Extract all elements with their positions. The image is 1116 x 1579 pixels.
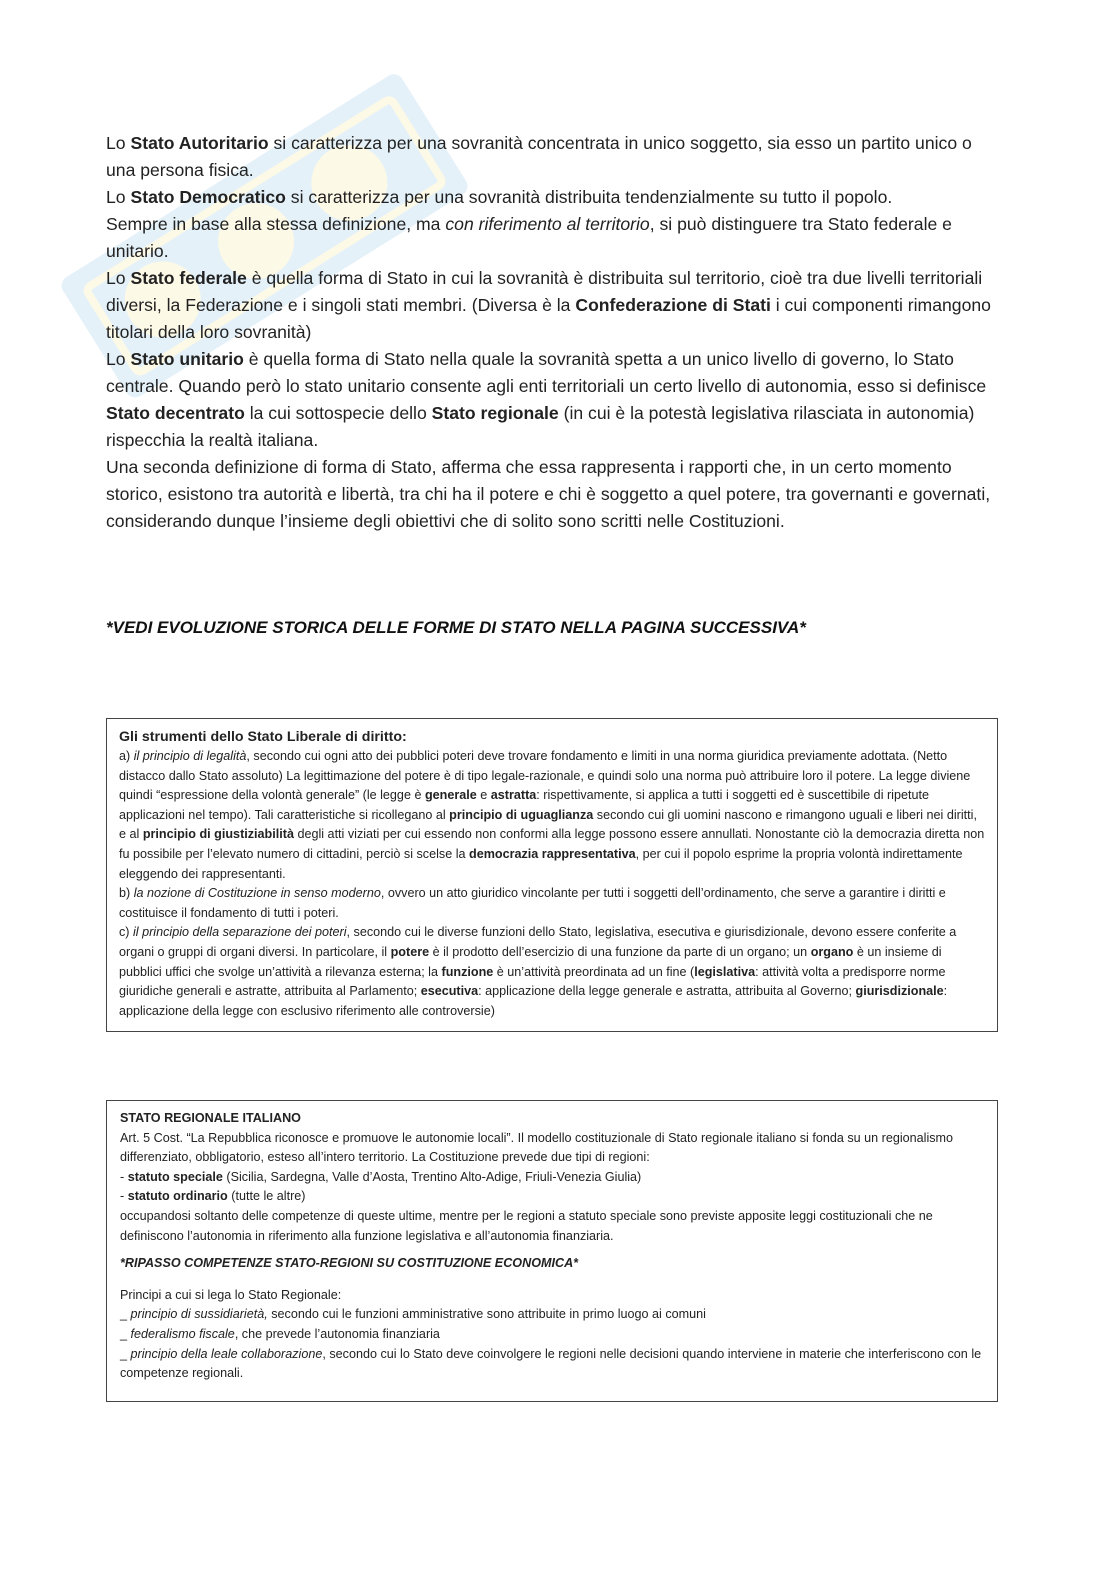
paragraph-stato-federale: Lo Stato federale è quella forma di Stato in cui la sovranità è distribuita sul territorio, cioè tra due livelli territoriali diversi, la Federazione e i singoli stati membri. (Diversa è la Confederazione di Stati i cui componenti rimangono titolari della loro sovranità) xyxy=(106,268,991,342)
box-stato-liberale xyxy=(106,718,998,1032)
main-text xyxy=(106,130,1006,535)
box-stato-regionale-principi: Principi a cui si lega lo Stato Regionale: xyxy=(120,1287,342,1302)
box-stato-regionale-ripasso: *RIPASSO COMPETENZE STATO-REGIONI SU COSTITUZIONE ECONOMICA* xyxy=(120,1256,579,1271)
box-stato-regionale-occupandosi: occupandosi soltanto delle competenze di queste ultime, mentre per le regioni a statuto speciale sono previste apposite leggi costituzionali che ne definiscono l’autonomia in riferimento alla funzione legislativa e all’autonomia finanziaria. xyxy=(120,1208,933,1243)
box-stato-regionale xyxy=(106,1100,998,1402)
box-stato-regionale-title: STATO REGIONALE ITALIANO xyxy=(120,1111,301,1125)
box-stato-liberale-title: Gli strumenti dello Stato Liberale di diritto: xyxy=(119,729,407,745)
callout-evoluzione: *VEDI EVOLUZIONE STORICA DELLE FORME DI STATO NELLA PAGINA SUCCESSIVA* xyxy=(106,618,806,637)
box-stato-regionale-art5: Art. 5 Cost. “La Repubblica riconosce e promuove le autonomie locali”. Il modello costituzionale di Stato regionale italiano si fonda su un regionalismo differenziato, obbligatorio, esteso all’intero territorio. La Costituzione prevede due tipi di regioni: xyxy=(120,1130,954,1165)
box-stato-liberale-item-a: a) il principio di legalità, secondo cui ogni atto dei pubblici poteri deve trovare fondamento e limiti in una norma giuridica previamente adottata. (Netto distacco dallo Stato assoluto) La legittimazione del potere è di tipo legale-razionale, e quindi solo una norma può attribuire loro il potere. La legge diviene quindi “espressione della volontà generale” (le legge è generale e astratta: rispettivamente, si applica a tutti i soggetti ed è suscettibile di ripetute applicazioni nel tempo). Tali caratteristiche si ricollegano al principio di uguaglianza secondo cui gli uomini nascono e rimangono uguali e liberi nei diritti, e al principio di giustiziabilità degli atti viziati per cui essendo non conformi alla legge possono essere annullati. Nonostante ciò la democrazia diretta non fu possibile per l’elevato numero di cittadini, perciò si scelse la democrazia rappresentativa, per cui il popolo esprime la propria volontà indirettamente eleggendo dei rappresentanti. xyxy=(119,749,985,881)
box-stato-liberale-item-b: b) la nozione di Costituzione in senso moderno, ovvero un atto giuridico vincolante per tutti i soggetti dell’ordinamento, che serve a garantire i diritti e costituisce il fondamento di tutti i poteri. xyxy=(119,886,946,920)
box-stato-regionale-statuto-ordinario: - statuto ordinario (tutte le altre) xyxy=(120,1189,306,1204)
paragraph-stato-democratico: Lo Stato Democratico si caratterizza per una sovranità distribuita tendenzialmente su tutto il popolo. xyxy=(106,187,893,207)
box-stato-liberale-item-c: c) il principio della separazione dei poteri, secondo cui le diverse funzioni dello Stato, legislativa, esecutiva e giurisdizionale, devono essere conferite a organi o gruppi di organi diversi. In particolare, il potere è il prodotto dell’esercizio di una funzione da parte di un organo; un organo è un insieme di pubblici uffici che svolge un’attività a rilevanza esterna; la funzione è un’attività preordinata ad un fine (legislativa: attività volta a predisporre norme giuridiche generali e astratte, attribuita al Parlamento; esecutiva: applicazione della legge generale e astratta, attribuita al Governo; giurisdizionale: applicazione della legge con esclusivo riferimento alle controversie) xyxy=(119,925,957,1018)
paragraph-territorio: Sempre in base alla stessa definizione, ma con riferimento al territorio, si può distinguere tra Stato federale e unitario. xyxy=(106,214,952,261)
paragraph-seconda-definizione: Una seconda definizione di forma di Stato, afferma che essa rappresenta i rapporti che, in un certo momento storico, esistono tra autorità e libertà, tra chi ha il potere e chi è soggetto a quel potere, tra governanti e governati, considerando dunque l’insieme degli obiettivi che di solito sono scritti nelle Costituzioni. xyxy=(106,457,991,531)
box-stato-regionale-statuto-speciale: - statuto speciale (Sicilia, Sardegna, Valle d’Aosta, Trentino Alto-Adige, Friuli-Venezia Giulia) xyxy=(120,1169,642,1184)
box-stato-regionale-principio-sussidiarieta: _ principio di sussidiarietà, secondo cui le funzioni amministrative sono attribuite in primo luogo ai comuni xyxy=(120,1307,706,1322)
box-stato-regionale-leale-collaborazione: _ principio della leale collaborazione, secondo cui lo Stato deve coinvolgere le regioni nelle decisioni quando interviene in materie che interferiscono con le competenze regionali. xyxy=(120,1346,982,1381)
paragraph-stato-autoritario: Lo Stato Autoritario si caratterizza per una sovranità concentrata in unico soggetto, sia esso un partito unico o una persona fisica. xyxy=(106,133,972,180)
box-stato-regionale-federalismo-fiscale: _ federalismo fiscale, che prevede l’autonomia finanziaria xyxy=(120,1326,440,1341)
paragraph-stato-unitario: Lo Stato unitario è quella forma di Stato nella quale la sovranità spetta a un unico livello di governo, lo Stato centrale. Quando però lo stato unitario consente agli enti territoriali un certo livello di autonomia, esso si definisce Stato decentrato la cui sottospecie dello Stato regionale (in cui è la potestà legislativa rilasciata in autonomia) rispecchia la realtà italiana. xyxy=(106,349,987,450)
